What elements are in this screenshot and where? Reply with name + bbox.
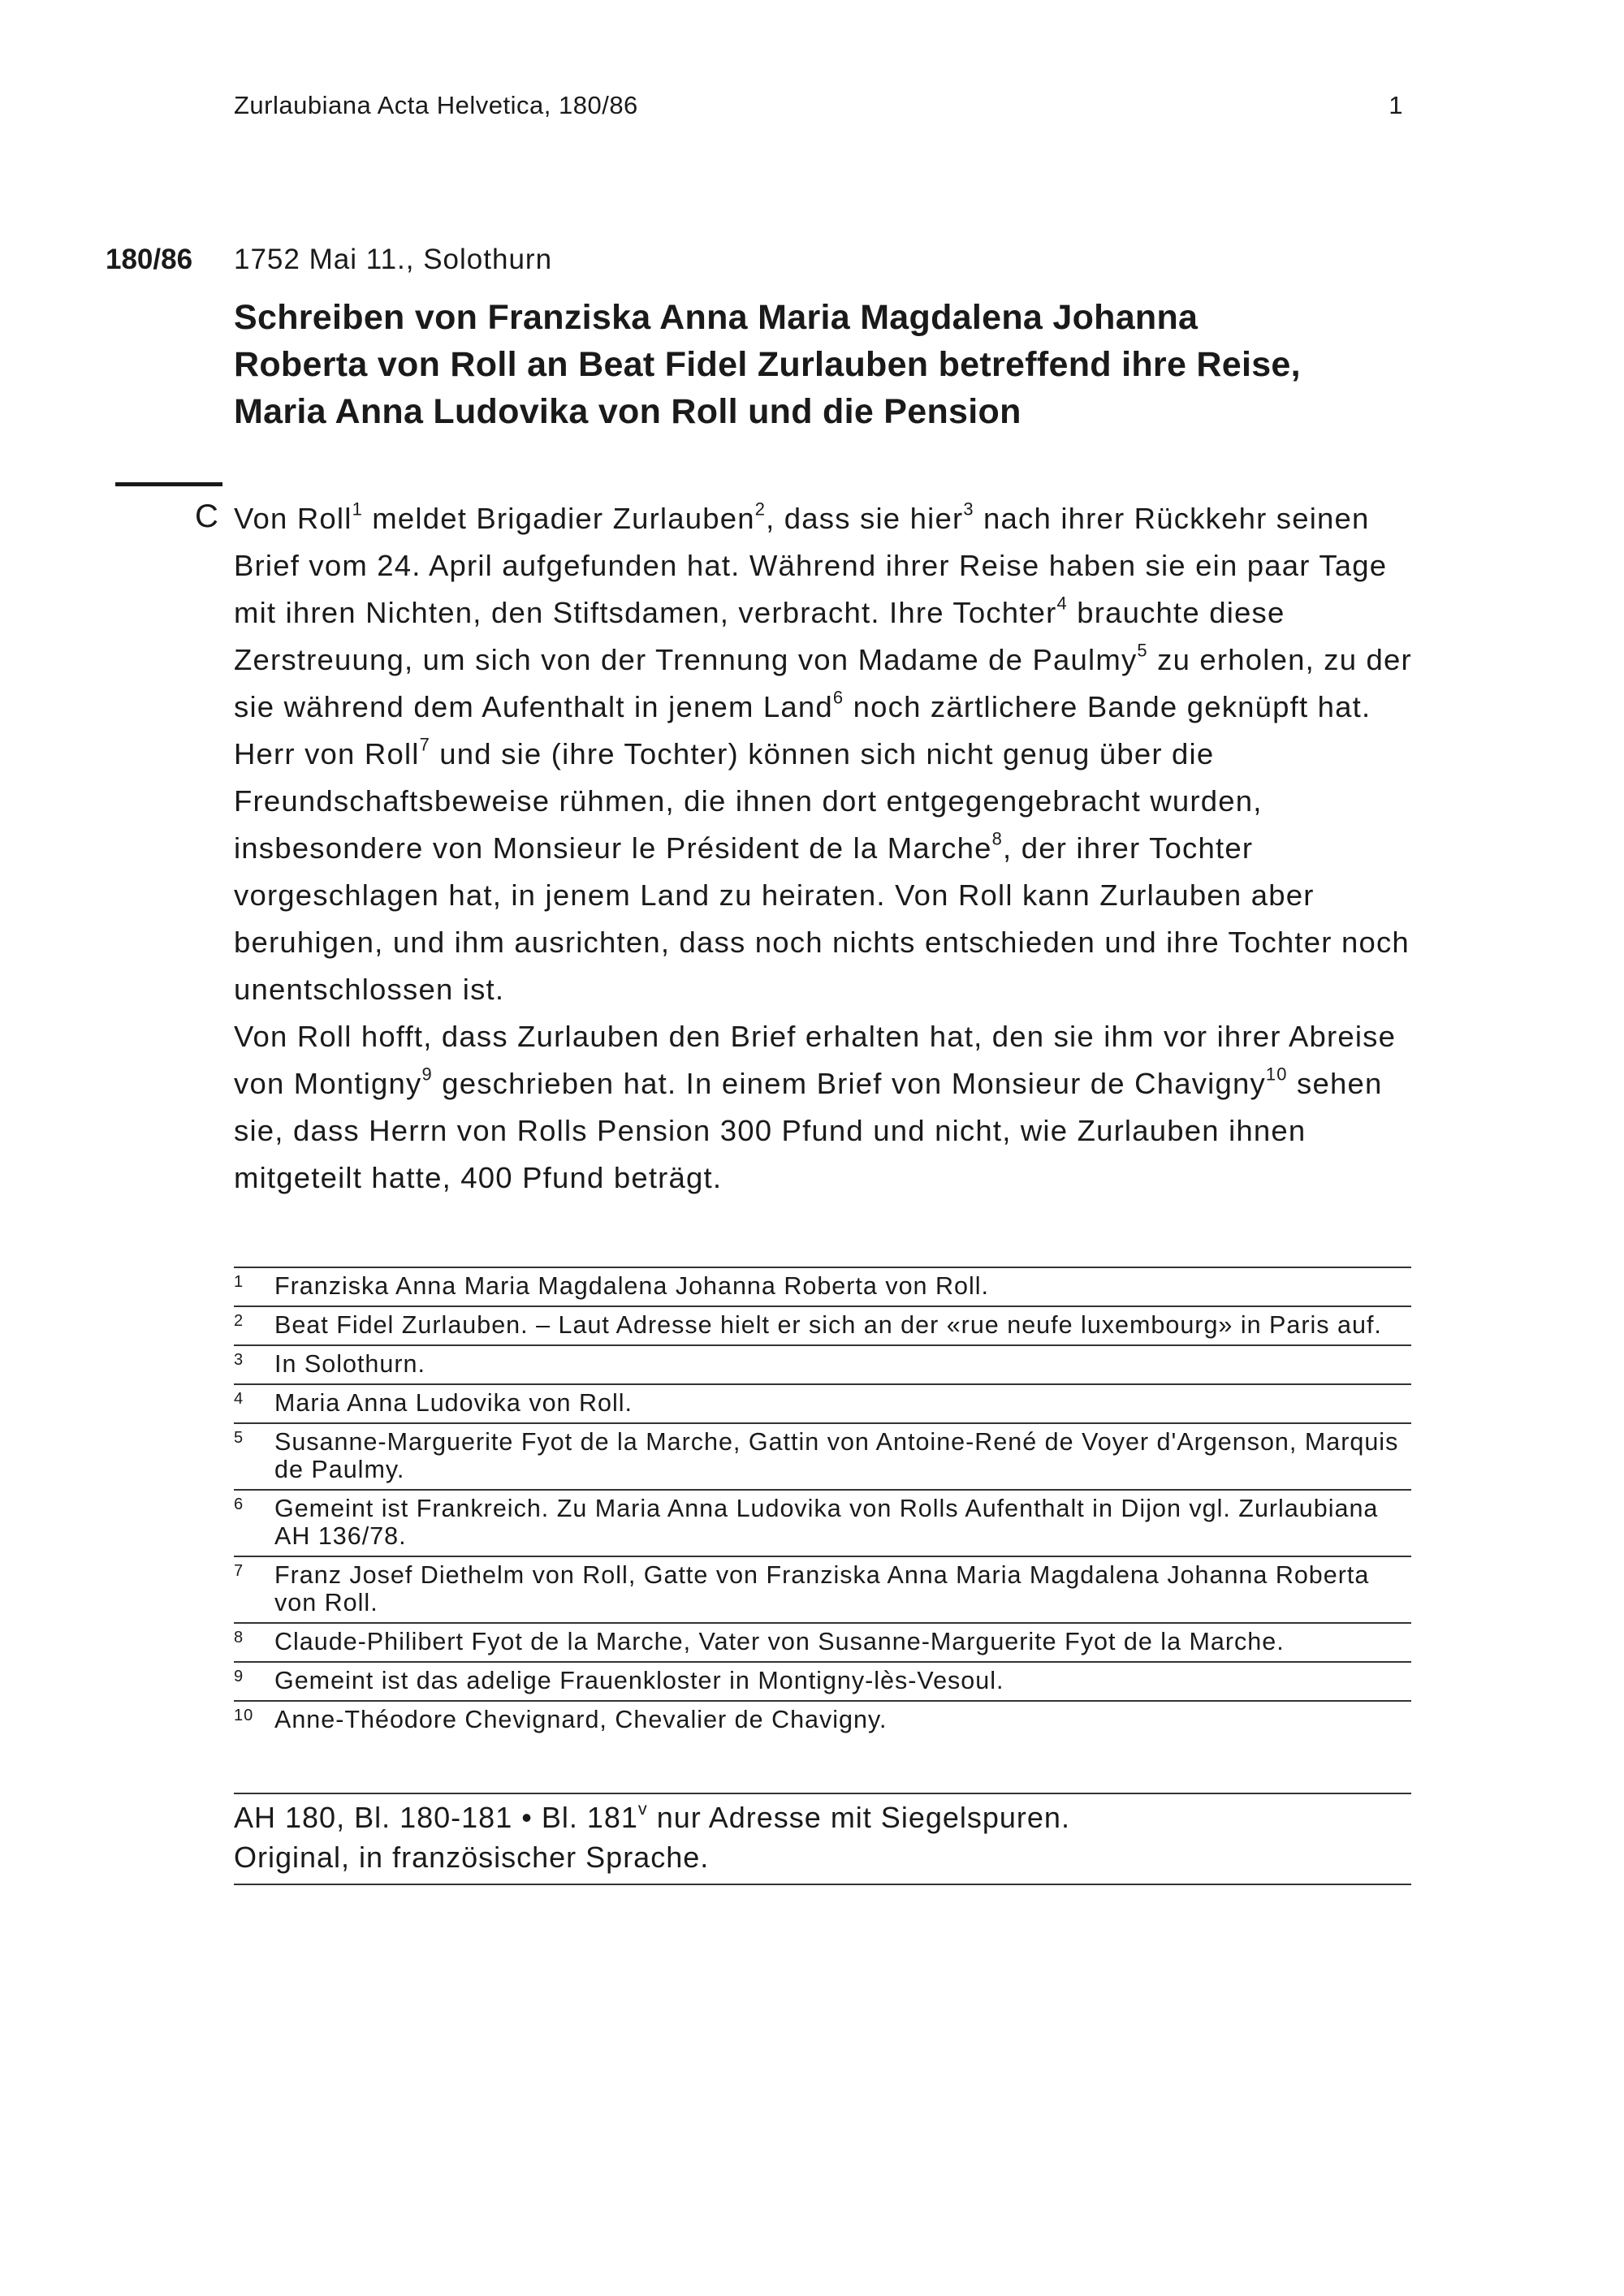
footnote-ref[interactable]: 6	[832, 687, 844, 708]
footnote-item	[234, 1661, 1411, 1700]
footnote-item	[234, 1622, 1411, 1661]
verso-marker: v	[637, 1798, 648, 1819]
running-head	[234, 91, 1403, 120]
source-line	[234, 1798, 1411, 1837]
abstract-paragraph	[234, 1013, 1421, 1202]
source-text: AH 180, Bl. 180-181 • Bl. 181	[234, 1801, 638, 1834]
text-run: noch zärtlichere Bande geknüpft hat. Herr von Roll	[234, 690, 1371, 770]
text-run: meldet Brigadier Zurlauben	[362, 502, 755, 535]
source-line: Original, in französischer Sprache.	[234, 1841, 710, 1874]
footnote-number: 2	[234, 1312, 244, 1330]
running-title: Zurlaubiana Acta Helvetica, 180/86	[234, 91, 638, 119]
footnote-ref[interactable]: 1	[352, 498, 363, 520]
footnote-ref[interactable]: 8	[991, 828, 1004, 849]
text-run: nach ihrer Rückkehr seinen Brief vom 24. April aufgefunden hat. Während ihrer Reise haben sie ein paar Tage mit ihren Nichten, den Stiftsdamen, verbracht. Ihre Tochter	[234, 502, 1388, 629]
document-title	[234, 294, 1403, 435]
source-text: nur Adresse mit Siegelspuren.	[647, 1801, 1070, 1834]
text-run: , dass sie hier	[766, 502, 964, 535]
footnote-ref[interactable]: 3	[963, 498, 974, 520]
footnote-item	[234, 1383, 1411, 1422]
footnotes	[234, 1267, 1411, 1739]
document-date-place: 1752 Mai 11., Solothurn	[234, 244, 553, 275]
footnote-text: In Solothurn.	[274, 1350, 425, 1378]
footnote-number: 3	[234, 1351, 244, 1369]
title-line: Maria Anna Ludovika von Roll und die Pension	[234, 392, 1021, 431]
footnote-ref[interactable]: 4	[1056, 593, 1068, 614]
footnote-item	[234, 1306, 1411, 1344]
text-run: , der ihrer Tochter vorgeschlagen hat, in jenem Land zu heiraten. Von Roll kann Zurlauben aber beruhigen, und ihm ausrichten, dass noch nichts entschieden und ihre Tochter noch unentschlossen ist.	[234, 831, 1410, 1006]
footnote-ref[interactable]: 2	[754, 498, 767, 520]
footnote-number: 9	[234, 1668, 244, 1685]
footnote-number: 1	[234, 1273, 244, 1291]
section-rule	[115, 482, 222, 486]
footnote-item	[234, 1422, 1411, 1489]
title-line: Schreiben von Franziska Anna Maria Magdalena Johanna	[234, 298, 1199, 337]
footnote-number: 6	[234, 1495, 244, 1513]
footnote-ref[interactable]: 5	[1137, 640, 1148, 661]
margin-siglum: C	[195, 498, 218, 534]
footnote-text: Franziska Anna Maria Magdalena Johanna Roberta von Roll.	[274, 1272, 989, 1300]
footnote-number: 5	[234, 1429, 244, 1447]
page-number: 1	[1389, 91, 1403, 119]
footnote-text: Maria Anna Ludovika von Roll.	[274, 1389, 633, 1417]
footnote-number: 4	[234, 1390, 244, 1408]
footnote-number: 10	[234, 1707, 254, 1724]
source-note	[234, 1793, 1411, 1885]
footnote-number: 8	[234, 1629, 244, 1646]
document-number: 180/86	[106, 244, 193, 275]
footnote-ref[interactable]: 10	[1265, 1064, 1288, 1085]
footnote-text: Anne-Théodore Chevignard, Chevalier de Chavigny.	[274, 1706, 888, 1733]
footnote-text: Susanne-Marguerite Fyot de la Marche, Gattin von Antoine-René de Voyer d'Argenson, Marquis de Paulmy.	[274, 1428, 1399, 1483]
text-run: und sie (ihre Tochter) können sich nicht genug über die Freundschaftsbeweise rühmen, die ihnen dort entgegengebracht wurden, insbesondere von Monsieur le Président de la Marche	[234, 737, 1263, 865]
footnote-item	[234, 1556, 1411, 1622]
text-run: zu erholen, zu der sie während dem Aufenthalt in jenem Land	[234, 643, 1412, 723]
footnote-text: Beat Fidel Zurlauben. – Laut Adresse hielt er sich an der «rue neufe luxembourg» in Paris auf.	[274, 1311, 1382, 1339]
text-run: Von Roll hofft, dass Zurlauben den Brief erhalten hat, den sie ihm vor ihrer Abreise von Montigny	[234, 1020, 1397, 1100]
text-run: geschrieben hat. In einem Brief von Monsieur de Chavigny	[432, 1067, 1266, 1100]
footnote-ref[interactable]: 7	[419, 734, 430, 755]
footnote-ref[interactable]: 9	[421, 1064, 433, 1085]
footnote-item	[234, 1489, 1411, 1556]
footnote-item	[234, 1267, 1411, 1306]
footnote-text: Claude-Philibert Fyot de la Marche, Vater von Susanne-Marguerite Fyot de la Marche.	[274, 1628, 1285, 1655]
footnote-text: Gemeint ist das adelige Frauenkloster in Montigny-lès-Vesoul.	[274, 1667, 1004, 1694]
footnote-text: Gemeint ist Frankreich. Zu Maria Anna Ludovika von Rolls Aufenthalt in Dijon vgl. Zurlaubiana AH 136/78.	[274, 1495, 1379, 1550]
text-run: brauchte diese Zerstreuung, um sich von der Trennung von Madame de Paulmy	[234, 596, 1285, 676]
abstract-paragraph	[234, 495, 1421, 1013]
footnote-text: Franz Josef Diethelm von Roll, Gatte von Franziska Anna Maria Magdalena Johanna Roberta von Roll.	[274, 1561, 1370, 1616]
text-run: Von Roll	[234, 502, 352, 535]
footnote-item	[234, 1344, 1411, 1383]
footnote-number: 7	[234, 1562, 244, 1580]
abstract	[234, 495, 1421, 1202]
title-line: Roberta von Roll an Beat Fidel Zurlauben betreffend ihre Reise,	[234, 345, 1301, 384]
footnote-item	[234, 1700, 1411, 1739]
text-run: sehen sie, dass Herrn von Rolls Pension 300 Pfund und nicht, wie Zurlauben ihnen mitgeteilt hatte, 400 Pfund beträgt.	[234, 1067, 1383, 1194]
